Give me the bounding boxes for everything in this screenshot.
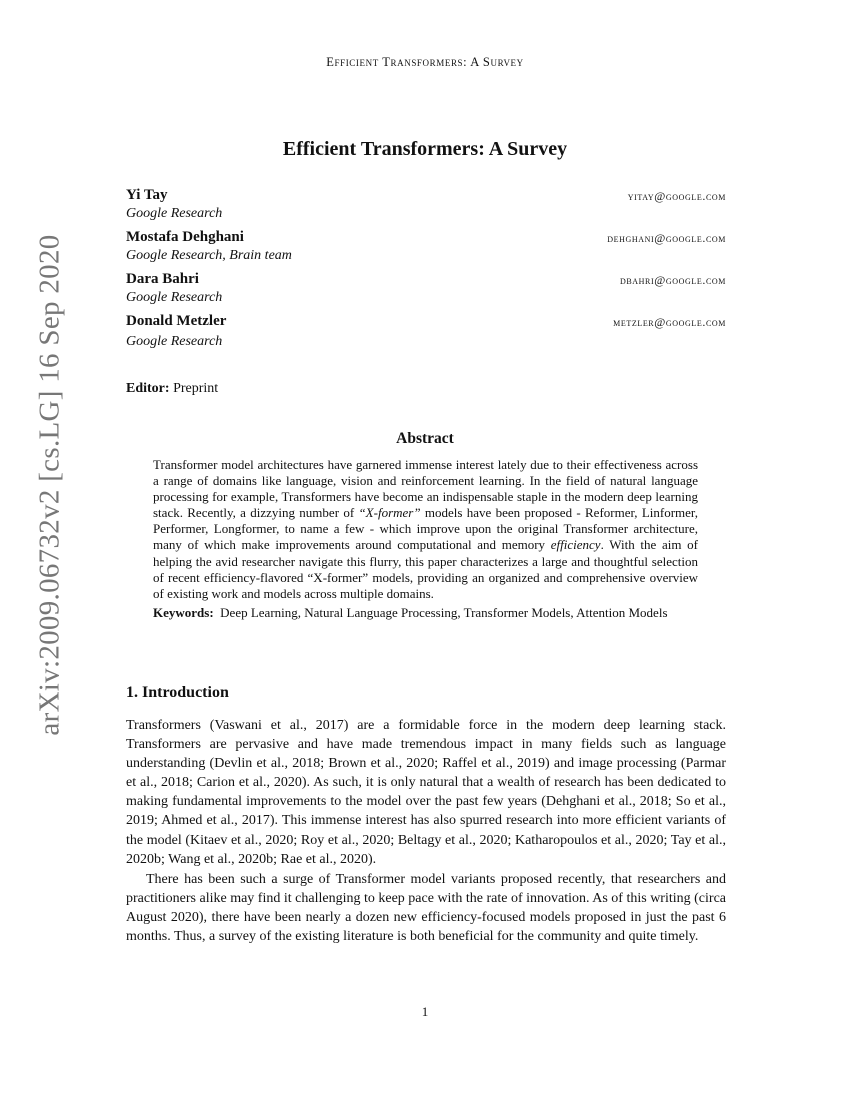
author-email: dehghani@google.com	[607, 231, 726, 245]
author-affiliation: Google Research	[126, 290, 223, 305]
author-email: metzler@google.com	[613, 315, 726, 329]
author-name: Dara Bahri	[126, 271, 199, 287]
author-name: Mostafa Dehghani	[126, 229, 244, 245]
abstract-text: Transformer model architectures have garnered immense interest lately due to their effectiveness across a range of domains like language, vision and reinforcement learning. In the field of natural language processing for example, Transformers have become an indispensable staple in the modern deep learning stack. Recently, a dizzying number of	[153, 457, 698, 521]
section-heading: 1. Introduction	[126, 684, 229, 701]
author-block	[126, 229, 726, 269]
author-name: Yi Tay	[126, 187, 168, 203]
abstract-text: models have been proposed - Reformer, Linformer, Performer, Longformer, to name a few - which improve upon the original Transformer architecture, many of which make improvements around computational and memory	[153, 505, 698, 553]
abstract-body	[153, 457, 698, 621]
abstract-emphasis: “X-former”	[358, 505, 421, 521]
page-number: 1	[421, 1004, 429, 1019]
author-email: dbahri@google.com	[619, 273, 726, 287]
abstract-paragraph	[153, 457, 698, 602]
abstract-heading: Abstract	[396, 430, 454, 447]
author-email: yitay@google.com	[627, 189, 726, 203]
keywords-value: Deep Learning, Natural Language Processing, Transformer Models, Attention Models	[220, 604, 668, 620]
editor-value: Preprint	[173, 381, 219, 396]
editor-label: Editor:	[126, 381, 170, 396]
editor-line	[126, 381, 218, 397]
author-block	[126, 313, 726, 353]
keywords-label: Keywords:	[153, 604, 214, 620]
introduction-body	[126, 716, 726, 946]
running-head: Efficient Transformers: A Survey	[326, 55, 524, 69]
arxiv-identifier-stamp: arXiv:2009.06732v2 [cs.LG] 16 Sep 2020	[33, 234, 66, 736]
author-affiliation: Google Research	[126, 334, 223, 349]
author-name: Donald Metzler	[126, 313, 227, 329]
abstract-text: . With the aim of helping the avid researcher navigate this flurry, this paper characterizes a large and thoughtful selection of recent efficiency-flavored “X-former” models, providing an organized and comprehensive overview of existing work and models across multiple domains.	[153, 537, 698, 601]
keywords-line	[153, 605, 698, 621]
body-paragraph: There has been such a surge of Transformer model variants proposed recently, that researchers and practitioners alike may find it challenging to keep pace with the rate of innovation. As of this writing (circa August 2020), there have been nearly a dozen new efficiency-focused models proposed in just the past 6 months. Thus, a survey of the existing literature is both beneficial for the community and quite timely.	[126, 871, 726, 945]
author-affiliation: Google Research, Brain team	[126, 248, 292, 263]
body-paragraph: Transformers (Vaswani et al., 2017) are a formidable force in the modern deep learning stack. Transformers are pervasive and have made tremendous impact in many fields such as language understanding (Devlin et al., 2018; Brown et al., 2020; Raffel et al., 2019) and image processing (Parmar et al., 2018; Carion et al., 2020). As such, it is only natural that a wealth of research has been dedicated to making fundamental improvements to the model over the past few years (Dehghani et al., 2018; So et al., 2019; Ahmed et al., 2017). This immense interest has also spurred research into more efficient variants of the model (Kitaev et al., 2020; Roy et al., 2020; Beltagy et al., 2020; Katharopoulos et al., 2020; Tay et al., 2020b; Wang et al., 2020b; Rae et al., 2020).	[126, 718, 726, 867]
abstract-emphasis: efficiency	[550, 537, 601, 553]
author-block	[126, 271, 726, 311]
author-block	[126, 187, 726, 227]
author-affiliation: Google Research	[126, 206, 223, 221]
paper-title: Efficient Transformers: A Survey	[282, 138, 568, 160]
